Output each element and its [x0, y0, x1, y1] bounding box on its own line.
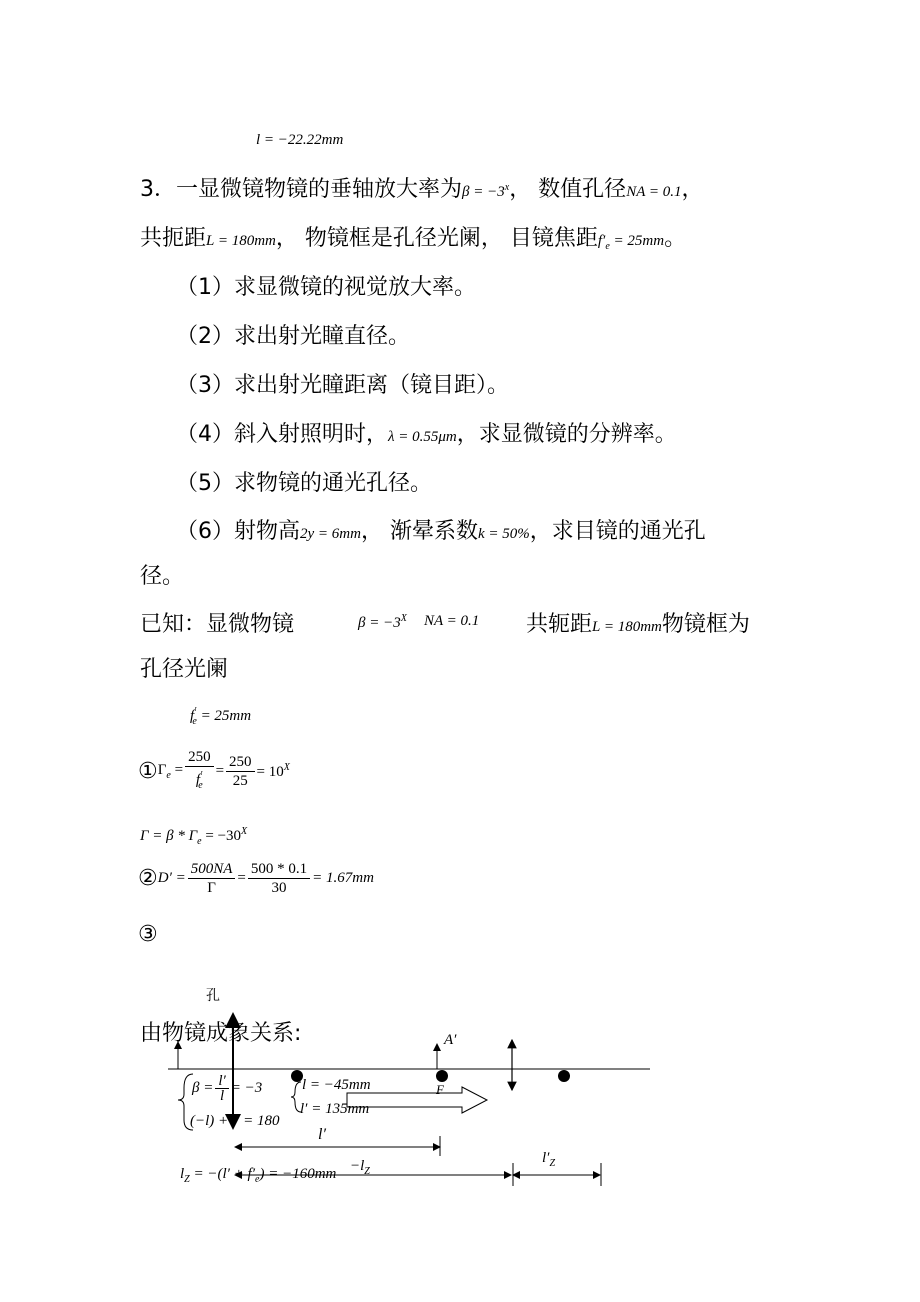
- label-A-prime: A′: [444, 1032, 457, 1048]
- fe-sub: e: [605, 241, 610, 252]
- neg-lz-sub: Z: [364, 1166, 370, 1177]
- gamma-total-sub: e: [197, 836, 202, 847]
- label-lz-prime: [542, 1150, 555, 1169]
- lz-prime-sub: Z: [549, 1158, 556, 1169]
- problem-text-4b: 。: [664, 226, 687, 251]
- question-6-text-c: ，求目镜的通光孔: [529, 519, 706, 544]
- given-beta-value: β = −3: [358, 615, 401, 631]
- circled-2: ②: [138, 866, 158, 891]
- focal-point-2: [558, 1070, 570, 1082]
- question-6-text-a: （6）射物高: [176, 519, 300, 544]
- result-lprime: l′ = 135mm: [300, 1101, 370, 1117]
- eq-sign-2: =: [215, 763, 225, 779]
- result-10: = 10: [256, 764, 284, 780]
- fraction-den-25: 25: [232, 773, 248, 789]
- problem-text-3: 共扼距: [140, 226, 207, 251]
- circled-3: ③: [138, 922, 158, 947]
- label-lprime: l′: [318, 1126, 326, 1143]
- diagram-title: 由物镜成象关系:: [140, 1021, 302, 1046]
- gamma-e-sub: e: [166, 770, 171, 781]
- fraction-den-gamma: Γ: [207, 880, 216, 896]
- given-tail: 物镜框为: [661, 612, 750, 637]
- fe-symbol: f′: [597, 233, 606, 249]
- den-fe-symbol: f: [195, 772, 201, 788]
- den-fe-sub: e: [198, 780, 203, 791]
- eq1-num: l′: [215, 1074, 228, 1089]
- result-D: = 1.67mm: [312, 870, 374, 886]
- na-equation: NA = 0.1: [626, 184, 682, 200]
- fraction-num-250b: 250: [226, 753, 255, 772]
- problem-text-2: ， 数值孔径: [509, 177, 627, 202]
- object-height-equation: 2y = 6mm: [300, 526, 361, 542]
- lambda-equation: λ = 0.55μm: [388, 429, 457, 445]
- prev-result-equation: l = −22.22mm: [256, 132, 344, 148]
- diagram-eq-1: [192, 1074, 262, 1103]
- question-4-text-b: ，求显微镜的分辨率。: [456, 422, 677, 447]
- gamma-total-lhs: Γ = β * Γ: [140, 828, 198, 844]
- lz-rest: = −(l′ + f′: [189, 1166, 255, 1182]
- result-l: l = −45mm: [302, 1077, 371, 1093]
- given-na: NA = 0.1: [424, 613, 480, 629]
- focal-point-F: [436, 1070, 448, 1082]
- given-fe-value: = 25mm: [196, 708, 252, 724]
- question-2: （2）求出射光瞳直径。: [176, 324, 410, 349]
- eq1-lhs: β =: [192, 1080, 214, 1096]
- den-fe-sup: ′: [200, 770, 203, 781]
- gamma-total-sup: X: [241, 826, 248, 837]
- given-L: L = 180mm: [592, 619, 662, 635]
- fraction-den-30: 30: [271, 880, 287, 896]
- given-fe-sub: e: [192, 716, 197, 727]
- eq1-rhs: = −3: [230, 1080, 263, 1096]
- label-neg-lz: [350, 1158, 370, 1177]
- given-label: 已知：显微物镜: [140, 612, 295, 637]
- result-10-sup: X: [283, 762, 290, 773]
- eq-sign-1: =: [174, 762, 184, 778]
- fraction-num-500NA: 500NA: [188, 860, 236, 879]
- vignetting-equation: k = 50%: [477, 526, 530, 542]
- neg-lz-symbol: −l: [350, 1158, 365, 1174]
- given-line-2: 孔径光阑: [140, 657, 229, 682]
- beta-value: β = −3: [462, 184, 505, 200]
- gamma-e-symbol: Γ: [157, 762, 167, 778]
- fraction-num-250: 250: [185, 748, 214, 767]
- gamma-total-value: = −30: [201, 828, 242, 844]
- question-4-text-a: （4）斜入射照明时，: [176, 422, 388, 447]
- eq-sign-3: =: [237, 870, 246, 886]
- label-F: F: [436, 1082, 444, 1097]
- lz-rest-sub: e: [255, 1174, 260, 1185]
- eq1-fraction: [215, 1074, 228, 1103]
- given-fe-sup: ′: [194, 706, 197, 717]
- exit-pupil-D: D′ =: [157, 870, 186, 886]
- question-3: （3）求出射光瞳距离（镜目距）。: [176, 373, 509, 398]
- given-conj-label: 共轭距: [526, 612, 593, 637]
- diagram-eq-2: (−l) + l′ = 180: [190, 1113, 280, 1129]
- given-fe-symbol: f: [190, 708, 195, 724]
- question-6-text-b: ， 渐晕系数: [360, 519, 478, 544]
- eq1-den: l: [219, 1088, 225, 1104]
- problem-text-2b: ，: [681, 177, 704, 202]
- lz-end: ) = −160mm: [259, 1166, 337, 1182]
- fe-value: = 25mm: [609, 233, 665, 249]
- lz-symbol: l: [180, 1166, 185, 1182]
- given-beta-sup: X: [400, 613, 407, 624]
- problem-number: 3．: [140, 177, 176, 202]
- fraction-num-500: 500 * 0.1: [248, 860, 310, 879]
- question-5: （5）求物镜的通光孔径。: [176, 471, 432, 496]
- question-1: （1）求显微镜的视觉放大率。: [176, 275, 476, 300]
- lz-sub: Z: [184, 1174, 190, 1185]
- problem-text-1: 一显微镜物镜的垂轴放大率为: [176, 177, 463, 202]
- circled-1: ①: [138, 759, 158, 784]
- L-equation: L = 180mm: [206, 233, 276, 249]
- lz-equation: [180, 1166, 336, 1185]
- diagram-kong-label: 孔: [206, 988, 220, 1004]
- lz-prime-symbol: l′: [542, 1150, 550, 1166]
- problem-text-4: ， 物镜框是孔径光阑， 目镜焦距: [275, 226, 598, 251]
- beta-sup: x: [504, 182, 510, 193]
- question-6-wrap: 径。: [140, 564, 185, 589]
